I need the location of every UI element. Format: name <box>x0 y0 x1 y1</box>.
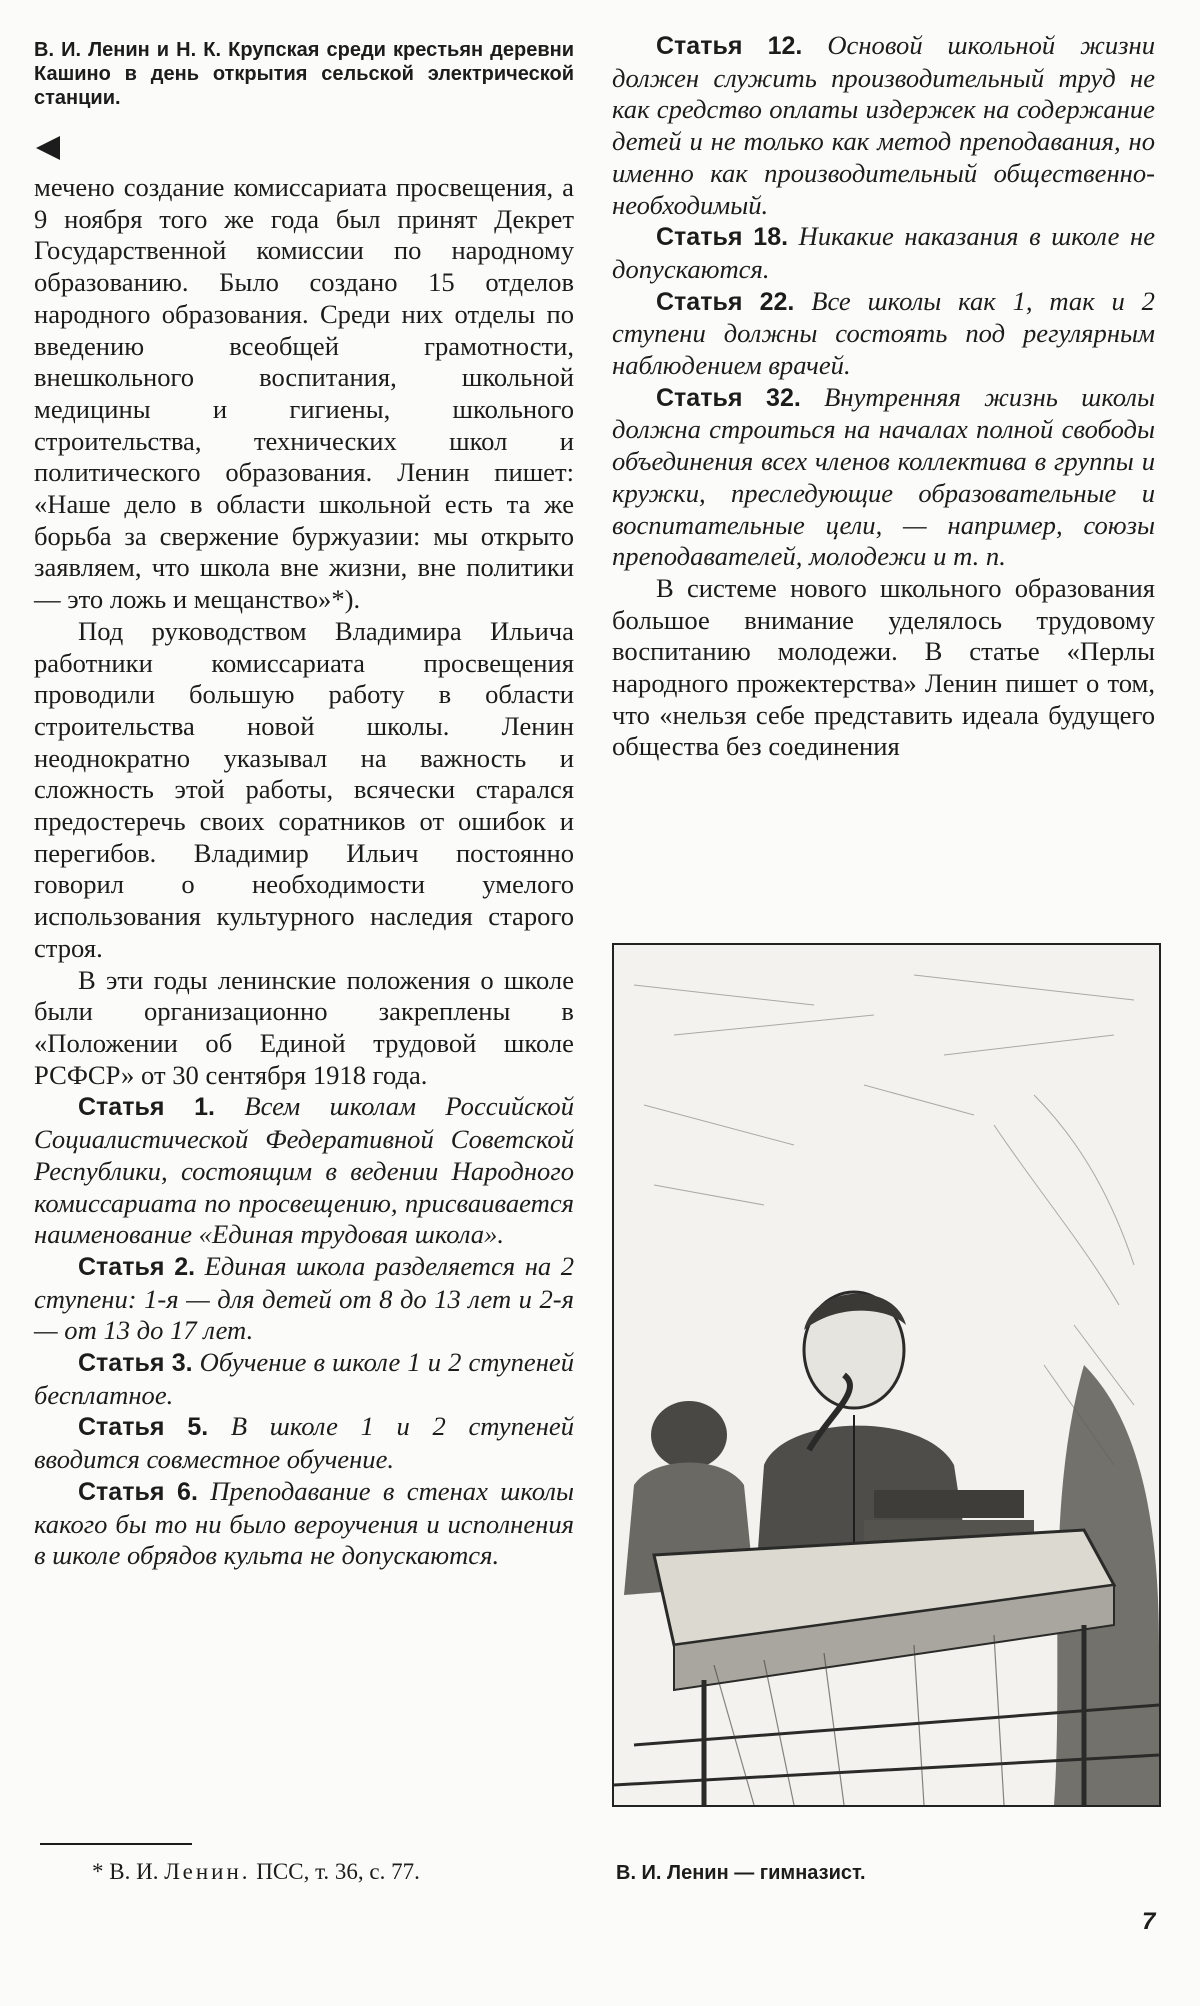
article-5 <box>34 1411 574 1475</box>
article-label: Статья 18. <box>656 223 789 252</box>
footnote-prefix: * В. И. <box>92 1859 165 1884</box>
article-22 <box>612 286 1155 382</box>
article-label: Статья 2. <box>78 1252 196 1281</box>
article-label: Статья 22. <box>656 287 795 316</box>
left-column <box>34 172 574 1572</box>
article-text: В школе 1 и 2 ступеней вводится совместное обучение. <box>34 1411 574 1475</box>
top-photo-caption: В. И. Ленин и Н. К. Крупская среди крестьян деревни Кашино в день открытия сельской электрической станции. <box>34 39 574 109</box>
article-text: Все школы как 1, так и 2 ступени должны состоять под регулярным наблюдением врачей. <box>612 285 1155 381</box>
article-text: Преподавание в стенах школы какого бы то ни было вероучения и исполнения в школе обрядов культа не допускаются. <box>34 1475 574 1571</box>
article-text: Обучение в школе 1 и 2 ступеней бесплатное. <box>34 1347 574 1410</box>
article-label: Статья 32. <box>656 383 801 412</box>
illustration-caption: В. И. Ленин — гимназист. <box>616 1862 866 1884</box>
left-arrow-icon <box>36 136 60 160</box>
right-column <box>612 30 1155 763</box>
article-text: Внутренняя жизнь школы должна строиться на началах полной свободы объединения всех членов коллектива в группы и кружки, преследующие образовательные и воспитательные цели, — например, союзы преподавателей, молодежи и т. п. <box>612 381 1155 572</box>
article-2 <box>34 1251 574 1347</box>
article-18 <box>612 221 1155 285</box>
article-32 <box>612 382 1155 573</box>
paragraph-continuation: мечено создание комиссариата просвещения, а 9 ноября того же года был принят Декрет Государственной комиссии по народному образованию. Было создано 15 отделов народного образования. Среди них отделы по введению всеобщей грамотности, внешкольного воспитания, школьной медицины и гигиены, школьного строительства, технических школ и политического образования. Ленин пишет: «Наше дело в области школьной есть та же борьба за свержение буржуазии: мы открыто заявляем, что школа вне жизни, вне политики — это ложь и мещанство»*). <box>34 172 574 615</box>
paragraph: В эти годы ленинские положения о школе были организационно закреплены в «Положении об Единой трудовой школе РСФСР» от 30 сентября 1918 года. <box>34 964 574 1090</box>
article-label: Статья 3. <box>78 1349 193 1378</box>
article-label: Статья 5. <box>78 1413 209 1442</box>
article-text: Всем школам Российской Социалистической Федеративной Советской Республики, состоящим в ведении Народного комиссариата по просвещению, присваивается наименование «Единая трудовая школа». <box>34 1091 574 1250</box>
paragraph: В системе нового школьного образования большое внимание уделялось трудовому воспитанию молодежи. В статье «Перлы народного прожектерства» Ленин пишет о том, что «нельзя себе представить идеала будущего общества без соединения <box>612 572 1155 762</box>
footnote-author: Ленин. <box>164 1859 251 1884</box>
footnote-suffix: ПСС, т. 36, с. 77. <box>250 1859 420 1884</box>
footnote-divider <box>40 1843 192 1845</box>
paragraph: Под руководством Владимира Ильича работники комиссариата просвещения проводили большую работу в области строительства новой школы. Ленин неоднократно указывал на важность и сложность этой работы, всячески старался предостеречь своих соратников от ошибок и перегибов. Владимир Ильич постоянно говорил о необходимости умелого использования культурного наследия старого строя. <box>34 615 574 963</box>
illustration-drawing <box>614 945 1159 1805</box>
article-label: Статья 12. <box>656 32 803 60</box>
article-label: Статья 6. <box>78 1477 198 1506</box>
article-label: Статья 1. <box>78 1093 215 1122</box>
article-12 <box>612 30 1155 221</box>
article-1 <box>34 1091 574 1251</box>
article-text: Никакие наказания в школе не допускаются. <box>612 221 1156 284</box>
article-3 <box>34 1347 574 1411</box>
footnote <box>92 1859 420 1885</box>
article-text: Основой школьной жизни должен служить производительный труд не как средство оплаты издержек на содержание детей и не только как метод преподавания, но именно как производительный общественно-необходимый. <box>612 30 1155 220</box>
article-text: Единая школа разделяется на 2 ступени: 1-я — для детей от 8 до 13 лет и 2-я — от 13 до 17 лет. <box>34 1250 574 1346</box>
lenin-schoolboy-illustration <box>612 943 1161 1807</box>
article-6 <box>34 1476 574 1572</box>
page-number: 7 <box>1142 1908 1156 1935</box>
